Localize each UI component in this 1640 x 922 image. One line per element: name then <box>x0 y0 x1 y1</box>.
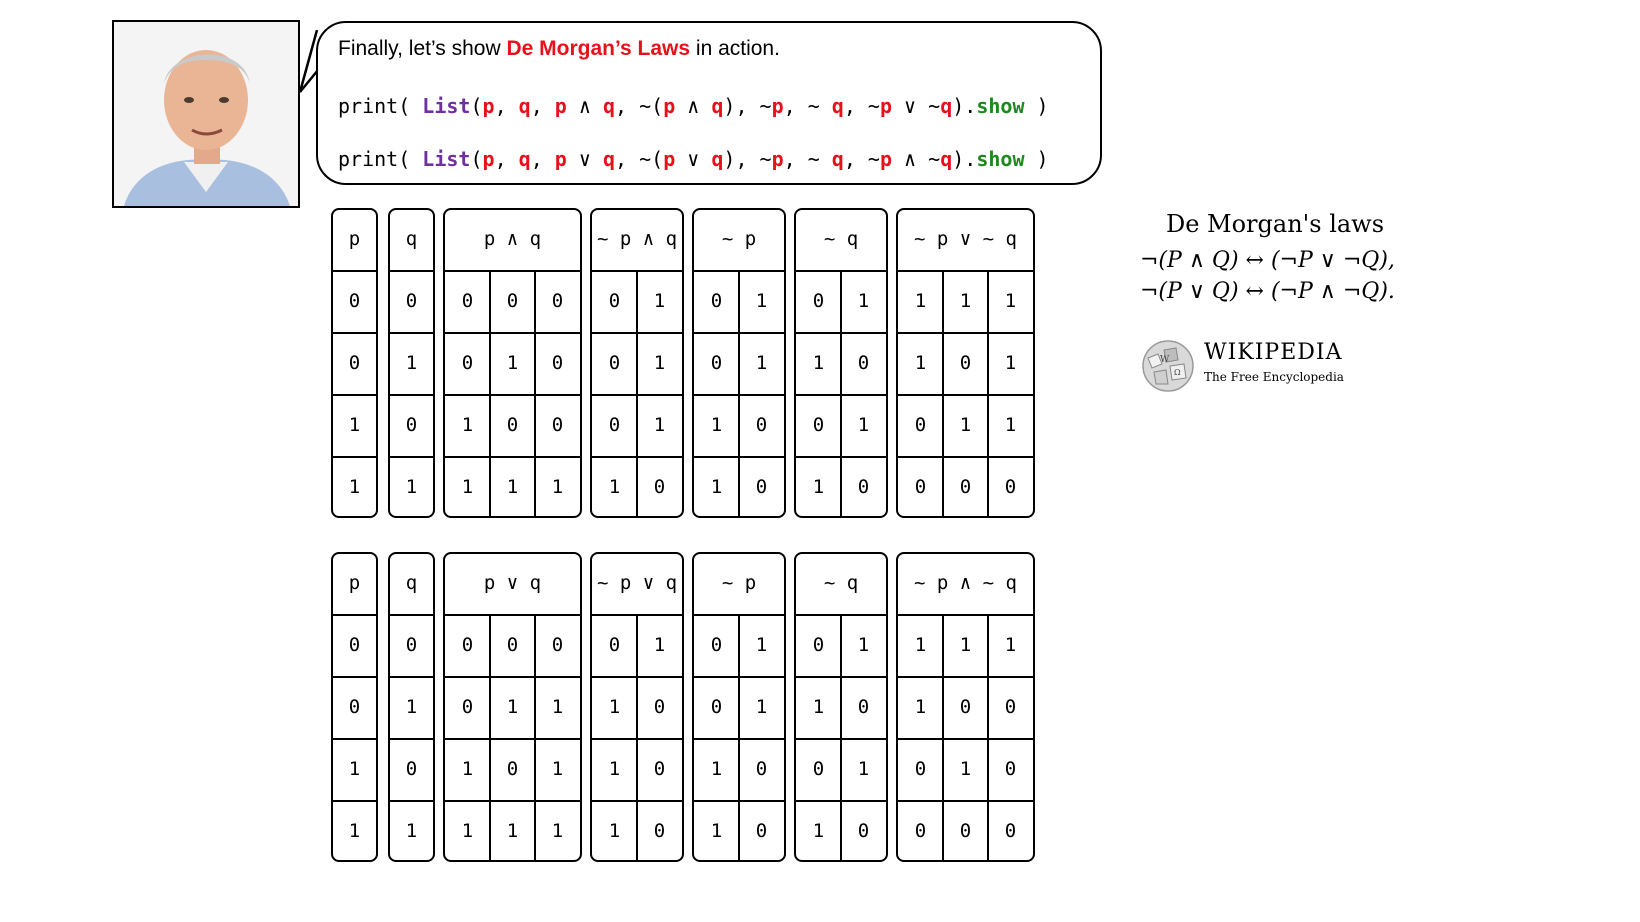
table-cell: 0 <box>959 820 972 842</box>
row-divider <box>896 332 1035 334</box>
wiki-title: De Morgan's laws <box>1165 210 1385 238</box>
table-cell: 1 <box>710 758 723 780</box>
code-line-1 <box>338 94 1049 118</box>
table-cell: 0 <box>348 352 361 374</box>
row-divider <box>443 614 582 616</box>
row-divider <box>331 738 378 740</box>
row-divider <box>896 456 1035 458</box>
table-cell: 1 <box>710 820 723 842</box>
code-token: p <box>554 94 567 118</box>
code-token: p <box>879 147 893 171</box>
table-cell: 1 <box>608 820 621 842</box>
row-divider <box>331 614 378 616</box>
table-cell: 1 <box>653 290 666 312</box>
wikipedia-globe-icon <box>1140 338 1196 394</box>
table-cell: 1 <box>608 758 621 780</box>
table-cell: 1 <box>1004 290 1017 312</box>
code-token: , ~ <box>843 147 880 171</box>
table-cell: 0 <box>608 352 621 374</box>
row-divider <box>896 270 1035 272</box>
table-cell: 0 <box>755 820 768 842</box>
row-divider <box>331 270 378 272</box>
table-cell: 0 <box>405 758 418 780</box>
table-cell: 1 <box>812 476 825 498</box>
table-cell: 1 <box>755 696 768 718</box>
table-cell: 0 <box>653 476 666 498</box>
row-divider <box>388 270 435 272</box>
column-header: ~ q <box>823 572 859 594</box>
de-morgans-laws-highlight: De Morgan’s Laws <box>506 37 691 60</box>
table-cell: 1 <box>405 820 418 842</box>
row-divider <box>692 614 786 616</box>
table-cell: 0 <box>653 696 666 718</box>
code-token: , ~ <box>783 147 832 171</box>
table-column <box>794 208 888 518</box>
column-header: p <box>348 572 361 594</box>
table-cell: 1 <box>812 820 825 842</box>
cell-divider <box>738 614 740 862</box>
table-cell: 0 <box>857 476 870 498</box>
row-divider <box>331 676 378 678</box>
code-token: q <box>940 147 953 171</box>
table-cell: 0 <box>812 290 825 312</box>
code-token: q <box>518 94 531 118</box>
person-portrait-icon <box>114 22 298 206</box>
code-token: q <box>831 94 844 118</box>
row-divider <box>590 800 684 802</box>
row-divider <box>794 270 888 272</box>
row-divider <box>692 676 786 678</box>
table-cell: 0 <box>857 696 870 718</box>
table-cell: 1 <box>348 414 361 436</box>
svg-text:Ω: Ω <box>1174 368 1181 377</box>
table-cell: 0 <box>461 634 474 656</box>
bubble-intro-text: Finally, let’s show De Morgan’s Laws in action. <box>338 37 780 60</box>
table-column <box>692 208 786 518</box>
row-divider <box>896 676 1035 678</box>
code-token: , <box>530 94 555 118</box>
table-cell: 0 <box>914 414 927 436</box>
row-divider <box>388 614 435 616</box>
table-cell: 1 <box>551 758 564 780</box>
table-cell: 1 <box>461 476 474 498</box>
table-cell: 1 <box>710 476 723 498</box>
table-cell: 1 <box>857 758 870 780</box>
table-cell: 1 <box>405 476 418 498</box>
row-divider <box>590 456 684 458</box>
row-divider <box>794 676 888 678</box>
code-token: p <box>879 94 893 118</box>
row-divider <box>692 270 786 272</box>
cell-divider <box>942 614 944 862</box>
table-cell: 0 <box>551 290 564 312</box>
column-header: p ∨ q <box>483 572 542 594</box>
row-divider <box>331 456 378 458</box>
table-cell: 1 <box>755 634 768 656</box>
row-divider <box>443 456 582 458</box>
code-token: ∨ <box>566 147 603 171</box>
table-cell: 0 <box>710 634 723 656</box>
table-cell: 0 <box>506 634 519 656</box>
table-cell: 0 <box>506 758 519 780</box>
row-divider <box>692 332 786 334</box>
table-cell: 0 <box>653 820 666 842</box>
table-cell: 0 <box>812 758 825 780</box>
table-cell: 1 <box>959 634 972 656</box>
code-token: ( <box>470 147 483 171</box>
table-cell: 1 <box>506 476 519 498</box>
code-token: ∧ ~ <box>892 147 941 171</box>
code-token: q <box>711 147 724 171</box>
table-cell: 1 <box>1004 634 1017 656</box>
table-cell: 0 <box>348 290 361 312</box>
code-token: , <box>494 147 519 171</box>
table-cell: 1 <box>405 696 418 718</box>
table-cell: 0 <box>506 290 519 312</box>
code-token: q <box>711 94 724 118</box>
row-divider <box>388 800 435 802</box>
row-divider <box>590 270 684 272</box>
table-cell: 1 <box>959 414 972 436</box>
table-cell: 1 <box>914 290 927 312</box>
code-token: ). <box>952 94 977 118</box>
table-cell: 0 <box>959 476 972 498</box>
code-token: show <box>976 94 1025 118</box>
code-token: , <box>530 147 555 171</box>
table-cell: 1 <box>653 414 666 436</box>
code-token: , <box>494 94 519 118</box>
code-token: p <box>663 94 676 118</box>
row-divider <box>443 394 582 396</box>
table-cell: 1 <box>857 634 870 656</box>
speech-bubble <box>316 21 1102 185</box>
table-cell: 1 <box>653 352 666 374</box>
table-cell: 0 <box>959 352 972 374</box>
table-cell: 0 <box>1004 476 1017 498</box>
wiki-law-1: ¬(P ∧ Q) ↔ (¬P ∨ ¬Q), <box>1140 248 1395 273</box>
table-column <box>692 552 786 862</box>
table-cell: 1 <box>857 290 870 312</box>
table-cell: 1 <box>914 696 927 718</box>
row-divider <box>590 614 684 616</box>
table-cell: 0 <box>1004 820 1017 842</box>
table-cell: 1 <box>506 696 519 718</box>
code-token: q <box>602 147 616 171</box>
table-cell: 1 <box>812 352 825 374</box>
cell-divider <box>636 614 638 862</box>
code-token: p <box>771 94 784 118</box>
table-cell: 0 <box>405 414 418 436</box>
table-column <box>590 208 684 518</box>
row-divider <box>331 394 378 396</box>
code-token: ) <box>1024 147 1049 171</box>
table-cell: 0 <box>959 696 972 718</box>
cell-divider <box>534 270 536 518</box>
table-cell: 1 <box>348 820 361 842</box>
row-divider <box>388 676 435 678</box>
column-header: q <box>405 572 418 594</box>
table-cell: 1 <box>914 352 927 374</box>
row-divider <box>388 456 435 458</box>
table-cell: 1 <box>551 696 564 718</box>
code-token: show <box>976 147 1025 171</box>
code-token: ( <box>470 94 483 118</box>
column-header: ~ p ∧ q <box>596 228 678 250</box>
row-divider <box>590 738 684 740</box>
row-divider <box>443 800 582 802</box>
table-cell: 0 <box>461 696 474 718</box>
table-cell: 1 <box>710 414 723 436</box>
row-divider <box>443 676 582 678</box>
cell-divider <box>987 270 989 518</box>
code-token: p <box>663 147 676 171</box>
table-cell: 0 <box>710 352 723 374</box>
row-divider <box>590 332 684 334</box>
table-cell: 0 <box>608 414 621 436</box>
code-token: q <box>518 147 531 171</box>
row-divider <box>794 738 888 740</box>
cell-divider <box>534 614 536 862</box>
cell-divider <box>636 270 638 518</box>
table-cell: 1 <box>348 476 361 498</box>
table-column <box>331 208 378 518</box>
table-cell: 0 <box>755 414 768 436</box>
row-divider <box>794 332 888 334</box>
row-divider <box>896 394 1035 396</box>
table-cell: 1 <box>405 352 418 374</box>
wikipedia-tagline: The Free Encyclopedia <box>1204 370 1344 384</box>
table-cell: 1 <box>551 476 564 498</box>
table-cell: 0 <box>405 290 418 312</box>
column-header: q <box>405 228 418 250</box>
table-cell: 1 <box>506 820 519 842</box>
code-token: p <box>482 94 495 118</box>
table-cell: 0 <box>461 290 474 312</box>
code-token: p <box>554 147 567 171</box>
row-divider <box>692 738 786 740</box>
cell-divider <box>840 614 842 862</box>
column-header: ~ p ∨ q <box>596 572 678 594</box>
column-header: ~ p ∨ ~ q <box>914 228 1017 250</box>
table-cell: 0 <box>551 414 564 436</box>
table-cell: 0 <box>1004 696 1017 718</box>
table-cell: 1 <box>1004 352 1017 374</box>
code-token: List <box>422 147 471 171</box>
presenter-photo <box>112 20 300 208</box>
table-cell: 0 <box>710 696 723 718</box>
table-column <box>794 552 888 862</box>
table-cell: 0 <box>755 758 768 780</box>
code-token: , ~( <box>615 147 664 171</box>
code-token: ). <box>952 147 977 171</box>
table-cell: 0 <box>405 634 418 656</box>
table-cell: 1 <box>959 758 972 780</box>
row-divider <box>388 394 435 396</box>
wikipedia-wordmark: WIKIPEDIA <box>1204 340 1343 365</box>
table-column <box>443 208 582 518</box>
table-cell: 1 <box>348 758 361 780</box>
code-token: ∨ <box>675 147 712 171</box>
table-cell: 0 <box>857 820 870 842</box>
code-line-2 <box>338 147 1049 171</box>
row-divider <box>443 270 582 272</box>
column-header: p <box>348 228 361 250</box>
table-column <box>388 208 435 518</box>
cell-divider <box>840 270 842 518</box>
row-divider <box>388 332 435 334</box>
cell-divider <box>987 614 989 862</box>
row-divider <box>331 800 378 802</box>
code-token: , ~ <box>843 94 880 118</box>
wiki-law-2: ¬(P ∨ Q) ↔ (¬P ∧ ¬Q). <box>1140 279 1395 304</box>
table-column <box>443 552 582 862</box>
table-cell: 1 <box>461 414 474 436</box>
table-cell: 0 <box>461 352 474 374</box>
table-cell: 0 <box>857 352 870 374</box>
row-divider <box>692 800 786 802</box>
table-cell: 0 <box>608 290 621 312</box>
table-column <box>331 552 378 862</box>
table-cell: 0 <box>653 758 666 780</box>
code-token: , ~( <box>615 94 664 118</box>
row-divider <box>388 738 435 740</box>
row-divider <box>794 456 888 458</box>
wikipedia-panel <box>1140 210 1430 384</box>
code-token: p <box>482 147 495 171</box>
code-token: q <box>831 147 844 171</box>
column-header: ~ p <box>721 228 757 250</box>
table-cell: 1 <box>755 352 768 374</box>
table-cell: 0 <box>755 476 768 498</box>
code-token: ∨ ~ <box>892 94 941 118</box>
code-token: p <box>771 147 784 171</box>
cell-divider <box>489 270 491 518</box>
code-token: q <box>602 94 616 118</box>
cell-divider <box>738 270 740 518</box>
table-cell: 1 <box>506 352 519 374</box>
row-divider <box>896 614 1035 616</box>
row-divider <box>443 738 582 740</box>
row-divider <box>794 800 888 802</box>
table-cell: 1 <box>653 634 666 656</box>
table-cell: 1 <box>914 634 927 656</box>
table-cell: 0 <box>506 414 519 436</box>
table-cell: 0 <box>1004 758 1017 780</box>
table-cell: 1 <box>857 414 870 436</box>
table-cell: 1 <box>461 820 474 842</box>
code-token: ), ~ <box>723 147 772 171</box>
code-token: ∧ <box>566 94 603 118</box>
row-divider <box>443 332 582 334</box>
code-token: List <box>422 94 471 118</box>
table-cell: 0 <box>348 696 361 718</box>
row-divider <box>794 614 888 616</box>
table-cell: 0 <box>914 820 927 842</box>
row-divider <box>331 332 378 334</box>
row-divider <box>692 394 786 396</box>
table-cell: 1 <box>608 476 621 498</box>
table-column <box>896 552 1035 862</box>
table-cell: 0 <box>710 290 723 312</box>
table-cell: 1 <box>755 290 768 312</box>
cell-divider <box>489 614 491 862</box>
column-header: ~ q <box>823 228 859 250</box>
table-column <box>896 208 1035 518</box>
row-divider <box>692 456 786 458</box>
table-cell: 0 <box>348 634 361 656</box>
code-token: print( <box>338 147 423 171</box>
row-divider <box>896 800 1035 802</box>
table-cell: 1 <box>959 290 972 312</box>
table-cell: 0 <box>551 634 564 656</box>
table-cell: 0 <box>608 634 621 656</box>
svg-text:W: W <box>1160 355 1170 365</box>
code-token: , ~ <box>783 94 832 118</box>
table-cell: 0 <box>812 634 825 656</box>
table-cell: 1 <box>1004 414 1017 436</box>
row-divider <box>590 676 684 678</box>
code-token: print( <box>338 94 423 118</box>
code-token: q <box>940 94 953 118</box>
cell-divider <box>942 270 944 518</box>
code-token: ∧ <box>675 94 712 118</box>
column-header: ~ p ∧ ~ q <box>914 572 1017 594</box>
code-token: ) <box>1024 94 1049 118</box>
table-cell: 1 <box>812 696 825 718</box>
table-cell: 0 <box>914 758 927 780</box>
table-column <box>590 552 684 862</box>
table-column <box>388 552 435 862</box>
column-header: ~ p <box>721 572 757 594</box>
table-cell: 1 <box>551 820 564 842</box>
code-token: ), ~ <box>723 94 772 118</box>
table-cell: 1 <box>461 758 474 780</box>
table-cell: 0 <box>551 352 564 374</box>
table-cell: 0 <box>914 476 927 498</box>
row-divider <box>794 394 888 396</box>
table-cell: 1 <box>608 696 621 718</box>
row-divider <box>896 738 1035 740</box>
row-divider <box>590 394 684 396</box>
table-cell: 0 <box>812 414 825 436</box>
column-header: p ∧ q <box>483 228 542 250</box>
